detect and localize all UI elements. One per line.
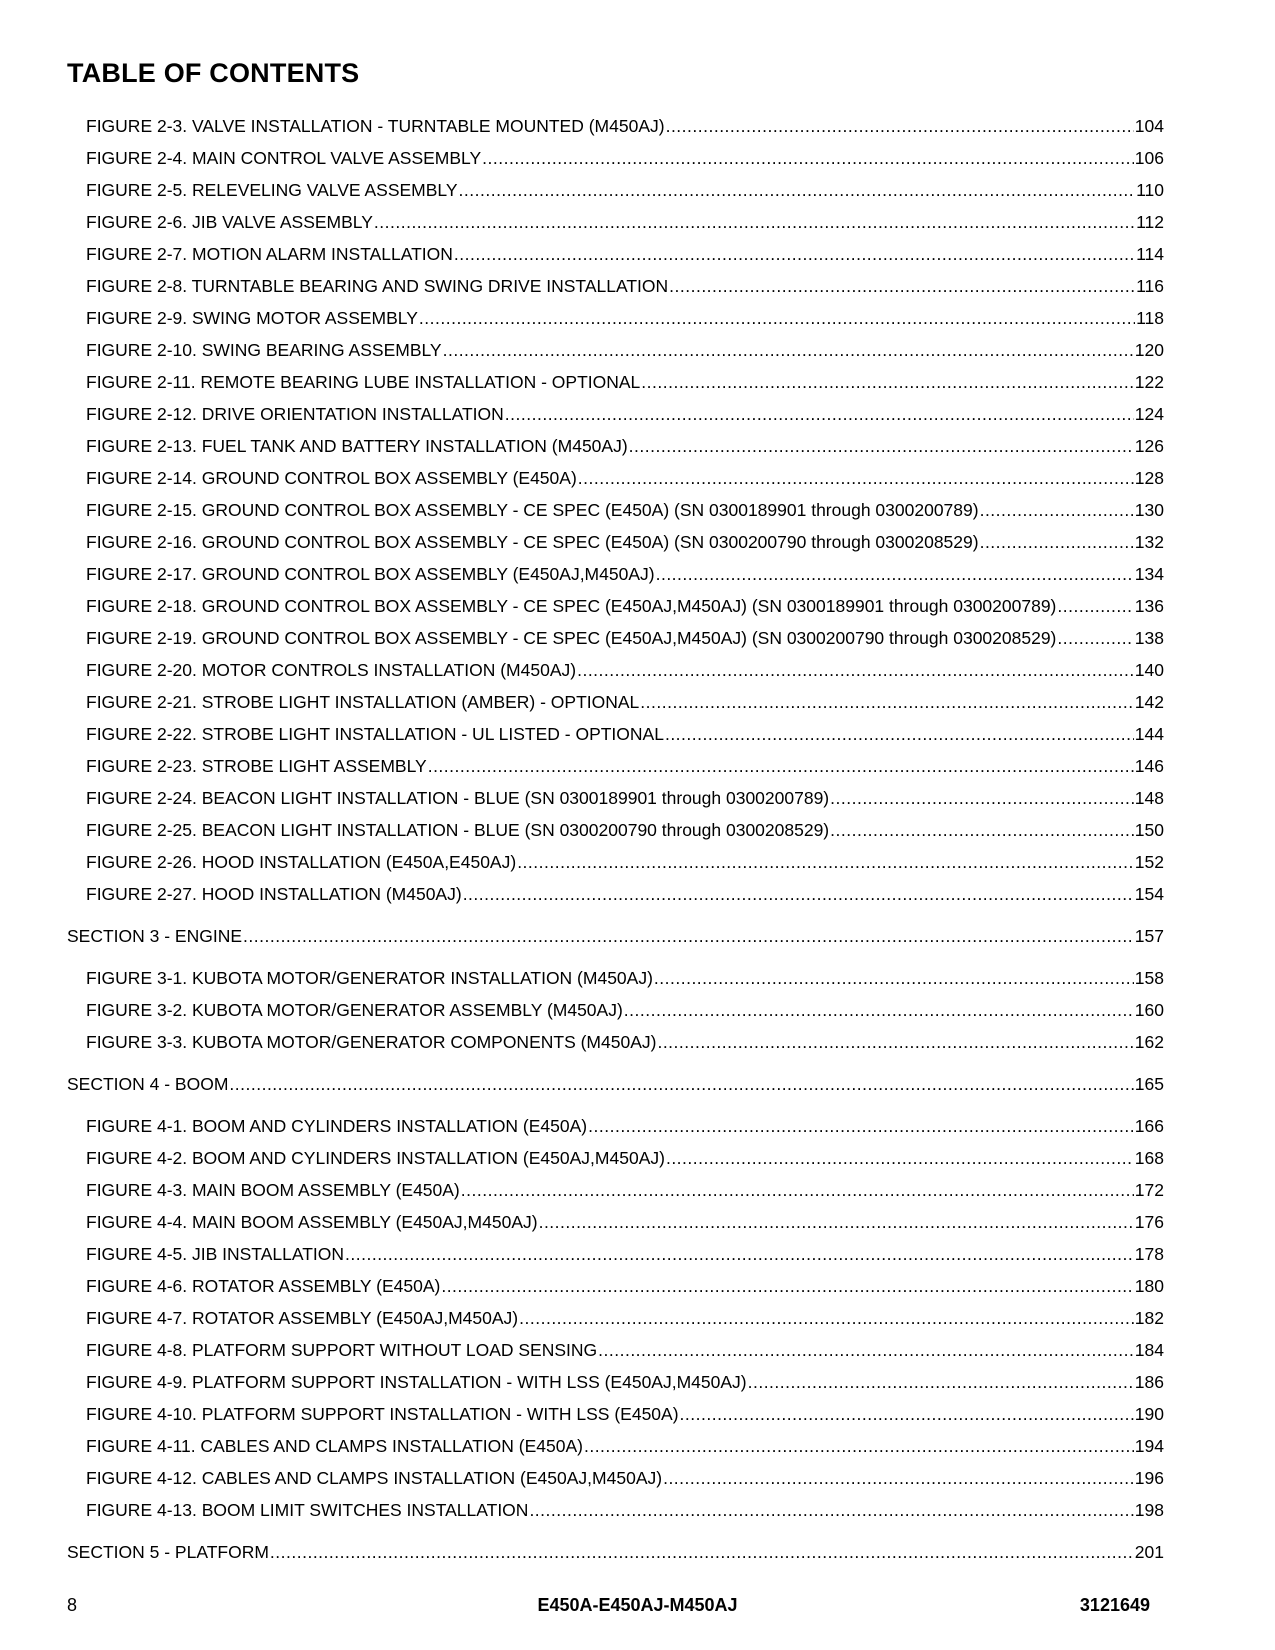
dot-leader <box>1057 622 1133 654</box>
toc-entry-label: FIGURE 2-22. STROBE LIGHT INSTALLATION - UL LISTED - OPTIONAL <box>86 724 664 744</box>
dot-leader <box>577 654 1134 686</box>
toc-entry-label: FIGURE 4-5. JIB INSTALLATION <box>86 1244 345 1264</box>
dot-leader <box>588 1110 1134 1142</box>
toc-entry-label: FIGURE 3-1. KUBOTA MOTOR/GENERATOR INSTALLATION (M450AJ) <box>86 968 653 988</box>
toc-figure-entry[interactable] <box>67 558 1164 590</box>
dot-leader <box>624 994 1134 1026</box>
toc-entry-page-number: 144 <box>1134 724 1164 744</box>
dot-leader <box>654 962 1134 994</box>
toc-entry-page-number: 134 <box>1134 564 1164 584</box>
dot-leader <box>539 1206 1134 1238</box>
toc-entry-label: FIGURE 4-4. MAIN BOOM ASSEMBLY (E450AJ,M450AJ) <box>86 1212 538 1232</box>
toc-entry-label: SECTION 5 - PLATFORM <box>67 1542 269 1562</box>
toc-entry-label: FIGURE 4-13. BOOM LIMIT SWITCHES INSTALLATION <box>86 1500 529 1520</box>
toc-figure-entry[interactable] <box>67 782 1164 814</box>
toc-entry-page-number: 157 <box>1134 926 1164 946</box>
toc-entry-page-number: 180 <box>1134 1276 1164 1296</box>
toc-figure-entry[interactable] <box>67 110 1164 142</box>
toc-entry-label: FIGURE 2-7. MOTION ALARM INSTALLATION <box>86 244 453 264</box>
dot-leader <box>529 1494 1133 1526</box>
toc-entry-page-number: 178 <box>1134 1244 1164 1264</box>
toc-entry-page-number: 166 <box>1134 1116 1164 1136</box>
toc-entry-page-number: 104 <box>1134 116 1164 136</box>
dot-leader <box>505 398 1134 430</box>
dot-leader <box>665 718 1134 750</box>
toc-entry-label: FIGURE 4-9. PLATFORM SUPPORT INSTALLATION - WITH LSS (E450AJ,M450AJ) <box>86 1372 747 1392</box>
dot-leader <box>629 430 1134 462</box>
toc-entry-label: FIGURE 2-5. RELEVELING VALVE ASSEMBLY <box>86 180 458 200</box>
toc-entry-page-number: 158 <box>1134 968 1164 988</box>
dot-leader <box>517 846 1134 878</box>
toc-figure-entry[interactable] <box>67 1026 1164 1058</box>
toc-entry-label: FIGURE 2-17. GROUND CONTROL BOX ASSEMBLY (E450AJ,M450AJ) <box>86 564 655 584</box>
toc-entry-label: FIGURE 4-2. BOOM AND CYLINDERS INSTALLATION (E450AJ,M450AJ) <box>86 1148 665 1168</box>
dot-leader <box>669 270 1135 302</box>
footer-document-number: 3121649 <box>1079 1595 1150 1615</box>
toc-entry-page-number: 146 <box>1134 756 1164 776</box>
toc-figure-entry[interactable] <box>67 270 1164 302</box>
dot-leader <box>443 334 1134 366</box>
toc-entry-label: FIGURE 2-19. GROUND CONTROL BOX ASSEMBLY - CE SPEC (E450AJ,M450AJ) (SN 0300200790 through 0300208529) <box>86 628 1057 648</box>
dot-leader <box>270 1536 1134 1568</box>
toc-entry-page-number: 126 <box>1134 436 1164 456</box>
toc-figure-entry[interactable] <box>67 430 1164 462</box>
toc-entry-label: FIGURE 4-6. ROTATOR ASSEMBLY (E450A) <box>86 1276 441 1296</box>
toc-entry-page-number: 184 <box>1134 1340 1164 1360</box>
toc-figure-entry[interactable] <box>67 1238 1164 1270</box>
toc-figure-entry[interactable] <box>67 494 1164 526</box>
toc-figure-entry[interactable] <box>67 1398 1164 1430</box>
toc-entry-page-number: 120 <box>1134 340 1164 360</box>
dot-leader <box>578 462 1134 494</box>
dot-leader <box>345 1238 1134 1270</box>
dot-leader <box>459 174 1136 206</box>
toc-figure-entry[interactable] <box>67 1110 1164 1142</box>
dot-leader <box>980 494 1134 526</box>
toc-figure-entry[interactable] <box>67 1430 1164 1462</box>
toc-entry-page-number: 130 <box>1134 500 1164 520</box>
toc-entry-page-number: 168 <box>1134 1148 1164 1168</box>
dot-leader <box>641 366 1134 398</box>
dot-leader <box>830 814 1134 846</box>
toc-entry-page-number: 106 <box>1134 148 1164 168</box>
dot-leader <box>454 238 1135 270</box>
toc-entry-page-number: 136 <box>1134 596 1164 616</box>
toc-figure-entry[interactable] <box>67 398 1164 430</box>
toc-figure-entry[interactable] <box>67 962 1164 994</box>
toc-entry-label: SECTION 4 - BOOM <box>67 1074 229 1094</box>
dot-leader <box>830 782 1134 814</box>
toc-figure-entry[interactable] <box>67 814 1164 846</box>
toc-entry-label: FIGURE 2-25. BEACON LIGHT INSTALLATION - BLUE (SN 0300200790 through 0300208529) <box>86 820 830 840</box>
toc-entry-label: FIGURE 2-26. HOOD INSTALLATION (E450A,E450AJ) <box>86 852 517 872</box>
toc-figure-entry[interactable] <box>67 206 1164 238</box>
dot-leader <box>680 1398 1134 1430</box>
toc-figure-entry[interactable] <box>67 686 1164 718</box>
toc-entry-page-number: 116 <box>1136 276 1164 296</box>
dot-leader <box>482 142 1134 174</box>
toc-figure-entry[interactable] <box>67 302 1164 334</box>
toc-figure-entry[interactable] <box>67 1366 1164 1398</box>
toc-figure-entry[interactable] <box>67 1174 1164 1206</box>
toc-entry-label: FIGURE 4-10. PLATFORM SUPPORT INSTALLATION - WITH LSS (E450A) <box>86 1404 679 1424</box>
toc-entry-label: FIGURE 2-14. GROUND CONTROL BOX ASSEMBLY (E450A) <box>86 468 577 488</box>
toc-entry-label: FIGURE 2-15. GROUND CONTROL BOX ASSEMBLY - CE SPEC (E450A) (SN 0300189901 through 0300200789) <box>86 500 979 520</box>
dot-leader <box>980 526 1134 558</box>
toc-figure-entry[interactable] <box>67 994 1164 1026</box>
toc-entry-label: SECTION 3 - ENGINE <box>67 926 243 946</box>
toc-entry-label: FIGURE 4-12. CABLES AND CLAMPS INSTALLATION (E450AJ,M450AJ) <box>86 1468 663 1488</box>
dot-leader <box>657 1026 1133 1058</box>
toc-entry-page-number: 122 <box>1134 372 1164 392</box>
toc-entry-page-number: 154 <box>1134 884 1164 904</box>
toc-entry-page-number: 110 <box>1136 180 1164 200</box>
toc-entry-label: FIGURE 4-1. BOOM AND CYLINDERS INSTALLATION (E450A) <box>86 1116 588 1136</box>
toc-entry-label: FIGURE 2-8. TURNTABLE BEARING AND SWING DRIVE INSTALLATION <box>86 276 669 296</box>
footer-document-title: E450A-E450AJ-M450AJ <box>537 1595 738 1615</box>
toc-entry-page-number: 194 <box>1134 1436 1164 1456</box>
toc-entry-page-number: 186 <box>1134 1372 1164 1392</box>
toc-section-entry[interactable] <box>67 1536 1164 1568</box>
toc-entry-page-number: 148 <box>1134 788 1164 808</box>
toc-entry-label: FIGURE 2-3. VALVE INSTALLATION - TURNTABLE MOUNTED (M450AJ) <box>86 116 665 136</box>
dot-leader <box>666 1142 1134 1174</box>
toc-entry-page-number: 152 <box>1134 852 1164 872</box>
toc-figure-entry[interactable] <box>67 1206 1164 1238</box>
toc-entry-page-number: 118 <box>1136 308 1164 328</box>
dot-leader <box>640 686 1134 718</box>
toc-entry-page-number: 124 <box>1134 404 1164 424</box>
dot-leader <box>229 1068 1133 1100</box>
toc-entry-page-number: 190 <box>1134 1404 1164 1424</box>
toc-figure-entry[interactable] <box>67 1302 1164 1334</box>
toc-entry-page-number: 182 <box>1134 1308 1164 1328</box>
toc-figure-entry[interactable] <box>67 846 1164 878</box>
toc-entry-label: FIGURE 2-20. MOTOR CONTROLS INSTALLATION (M450AJ) <box>86 660 577 680</box>
toc-entry-label: FIGURE 4-3. MAIN BOOM ASSEMBLY (E450A) <box>86 1180 460 1200</box>
page-title: TABLE OF CONTENTS <box>67 58 360 88</box>
dot-leader <box>463 878 1134 910</box>
dot-leader <box>663 1462 1134 1494</box>
toc-entry-label: FIGURE 2-18. GROUND CONTROL BOX ASSEMBLY - CE SPEC (E450AJ,M450AJ) (SN 0300189901 through 0300200789) <box>86 596 1057 616</box>
toc-entry-page-number: 140 <box>1134 660 1164 680</box>
toc-list <box>67 110 1164 1578</box>
toc-figure-entry[interactable] <box>67 1270 1164 1302</box>
toc-figure-entry[interactable] <box>67 1494 1164 1526</box>
toc-figure-entry[interactable] <box>67 462 1164 494</box>
toc-entry-label: FIGURE 4-11. CABLES AND CLAMPS INSTALLATION (E450A) <box>86 1436 583 1456</box>
toc-entry-page-number: 112 <box>1136 212 1164 232</box>
toc-entry-page-number: 142 <box>1134 692 1164 712</box>
dot-leader <box>598 1334 1134 1366</box>
toc-entry-label: FIGURE 2-24. BEACON LIGHT INSTALLATION - BLUE (SN 0300189901 through 0300200789) <box>86 788 830 808</box>
toc-entry-page-number: 150 <box>1134 820 1164 840</box>
toc-entry-page-number: 132 <box>1134 532 1164 552</box>
toc-figure-entry[interactable] <box>67 142 1164 174</box>
toc-figure-entry[interactable] <box>67 878 1164 910</box>
toc-entry-page-number: 176 <box>1134 1212 1164 1232</box>
toc-entry-label: FIGURE 3-3. KUBOTA MOTOR/GENERATOR COMPONENTS (M450AJ) <box>86 1032 657 1052</box>
toc-figure-entry[interactable] <box>67 718 1164 750</box>
dot-leader <box>428 750 1134 782</box>
toc-entry-label: FIGURE 2-9. SWING MOTOR ASSEMBLY <box>86 308 418 328</box>
dot-leader <box>666 110 1134 142</box>
toc-entry-page-number: 201 <box>1134 1542 1164 1562</box>
toc-figure-entry[interactable] <box>67 174 1164 206</box>
toc-figure-entry[interactable] <box>67 1142 1164 1174</box>
dot-leader <box>243 920 1134 952</box>
toc-entry-label: FIGURE 2-16. GROUND CONTROL BOX ASSEMBLY - CE SPEC (E450A) (SN 0300200790 through 0300208529) <box>86 532 979 552</box>
toc-entry-label: FIGURE 4-8. PLATFORM SUPPORT WITHOUT LOAD SENSING <box>86 1340 598 1360</box>
toc-entry-page-number: 162 <box>1134 1032 1164 1052</box>
dot-leader <box>461 1174 1134 1206</box>
toc-figure-entry[interactable] <box>67 1334 1164 1366</box>
toc-entry-label: FIGURE 2-21. STROBE LIGHT INSTALLATION (AMBER) - OPTIONAL <box>86 692 640 712</box>
toc-figure-entry[interactable] <box>67 238 1164 270</box>
toc-entry-label: FIGURE 4-7. ROTATOR ASSEMBLY (E450AJ,M450AJ) <box>86 1308 519 1328</box>
dot-leader <box>419 302 1135 334</box>
toc-entry-page-number: 196 <box>1134 1468 1164 1488</box>
toc-entry-label: FIGURE 2-10. SWING BEARING ASSEMBLY <box>86 340 442 360</box>
dot-leader <box>748 1366 1134 1398</box>
footer-page-number: 8 <box>67 1595 78 1615</box>
dot-leader <box>656 558 1134 590</box>
toc-figure-entry[interactable] <box>67 750 1164 782</box>
toc-figure-entry[interactable] <box>67 334 1164 366</box>
toc-entry-label: FIGURE 2-23. STROBE LIGHT ASSEMBLY <box>86 756 427 776</box>
dot-leader <box>374 206 1135 238</box>
toc-entry-page-number: 128 <box>1134 468 1164 488</box>
dot-leader <box>519 1302 1134 1334</box>
toc-entry-label: FIGURE 2-11. REMOTE BEARING LUBE INSTALLATION - OPTIONAL <box>86 372 641 392</box>
toc-entry-label: FIGURE 2-6. JIB VALVE ASSEMBLY <box>86 212 373 232</box>
toc-entry-page-number: 198 <box>1134 1500 1164 1520</box>
toc-section-entry[interactable] <box>67 920 1164 952</box>
dot-leader <box>584 1430 1134 1462</box>
toc-section-entry[interactable] <box>67 1068 1164 1100</box>
toc-figure-entry[interactable] <box>67 366 1164 398</box>
toc-entry-label: FIGURE 2-27. HOOD INSTALLATION (M450AJ) <box>86 884 462 904</box>
toc-entry-page-number: 165 <box>1134 1074 1164 1094</box>
toc-entry-page-number: 160 <box>1134 1000 1164 1020</box>
toc-entry-page-number: 172 <box>1134 1180 1164 1200</box>
toc-entry-page-number: 138 <box>1134 628 1164 648</box>
page-footer <box>0 1595 1275 1619</box>
toc-figure-entry[interactable] <box>67 590 1164 622</box>
dot-leader <box>1057 590 1133 622</box>
toc-entry-label: FIGURE 2-13. FUEL TANK AND BATTERY INSTALLATION (M450AJ) <box>86 436 628 456</box>
toc-figure-entry[interactable] <box>67 526 1164 558</box>
dot-leader <box>441 1270 1133 1302</box>
toc-figure-entry[interactable] <box>67 1462 1164 1494</box>
toc-entry-label: FIGURE 2-12. DRIVE ORIENTATION INSTALLATION <box>86 404 504 424</box>
toc-entry-page-number: 114 <box>1136 244 1164 264</box>
toc-entry-label: FIGURE 2-4. MAIN CONTROL VALVE ASSEMBLY <box>86 148 482 168</box>
toc-figure-entry[interactable] <box>67 654 1164 686</box>
toc-entry-label: FIGURE 3-2. KUBOTA MOTOR/GENERATOR ASSEMBLY (M450AJ) <box>86 1000 623 1020</box>
toc-figure-entry[interactable] <box>67 622 1164 654</box>
